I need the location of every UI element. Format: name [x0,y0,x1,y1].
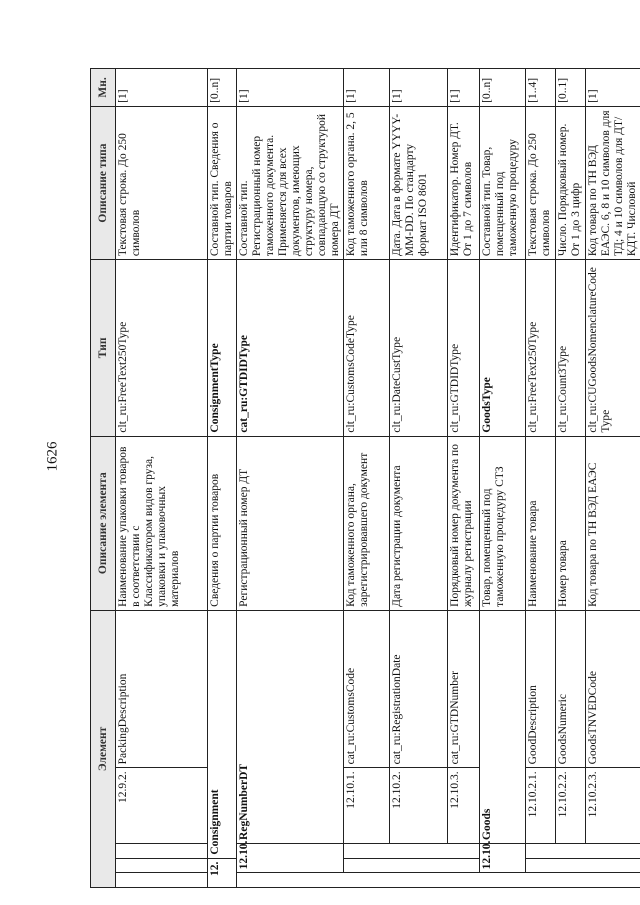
table-row [556,69,586,888]
row-type-description: Код товара по ТН ВЭД ЕАЭС. 6, 8 и 10 символов для ТД; 4 и 10 символов для ДТ/КДТ. Числовой [586,106,640,259]
row-type: clt_ru:FreeText250Type [526,260,556,436]
table-row [390,69,448,888]
header-description: Описание элемента [91,436,116,610]
row-number: 12.9.2. [116,768,208,844]
row-multiplicity: [1] [586,69,640,107]
row-type: clt_ru:Count3Type [556,260,586,436]
row-type-description: Код таможенного органа. 2, 5 или 8 символов [344,106,390,259]
header-type: Тип [91,260,116,436]
row-description: Товар, помещенный под таможенную процедуру СТЗ [480,436,526,610]
row-type-description: Составной тип. Регистрационный номер таможенного документа. Применяется для всех документов, имеющих структуру номера, совпадающую со структурой номера ДТ [237,106,344,259]
table-row [526,69,556,888]
row-type-description: Дата. Дата в формате YYYY-MM-DD. По стандарту формат ISO 8601 [390,106,448,259]
row-multiplicity: [0..n] [208,69,237,107]
row-number: 12.10. [237,843,344,872]
row-element-name: GoodsTNVEDCode [586,610,640,768]
row-multiplicity: [1] [448,69,480,107]
row-type: ConsignmentType [208,260,237,436]
row-number: 12.10.2.1. [526,768,556,844]
row-multiplicity: [1] [344,69,390,107]
table-row [586,69,640,888]
table-row [448,69,480,888]
row-type: clt_ru:DateCustType [390,260,448,436]
row-type-description: Составной тип. Сведения о партии товаров [208,106,237,259]
row-element-name: cat_ru:CustomsCode [344,610,390,768]
schema-table [90,68,640,888]
row-type: clt_ru:GTDIDType [448,260,480,436]
row-type-description: Текстовая строка. До 250 символов [526,106,556,259]
table-row [116,69,208,888]
row-description: Номер товара [556,436,586,610]
row-element-name: RegNumberDT [237,610,344,843]
header-multiplicity: Мн. [91,69,116,107]
row-element-name: cat_ru:RegistrationDate [390,610,448,768]
row-multiplicity: [0..1] [556,69,586,107]
row-multiplicity: [0..n] [480,69,526,107]
row-element-name: GoodDescription [526,610,556,768]
row-description: Порядковый номер документа по журналу регистрации [448,436,480,610]
row-number: 12.10.3. [448,768,480,844]
table-row [237,69,344,888]
row-type-description: Идентификатор. Номер ДТ. От 1 до 7 символов [448,106,480,259]
rotated-table-container [90,68,638,888]
row-type: GoodsType [480,260,526,436]
row-type: clt_ru:CustomsCodeType [344,260,390,436]
header-row [91,69,116,888]
row-type-description: Число. Порядковый номер. От 1 до 3 цифр [556,106,586,259]
row-number: 12.10.2.2. [556,768,586,844]
row-multiplicity: [1..4] [526,69,556,107]
row-number: 12. [208,858,237,887]
row-number: 12.10.2.3. [586,768,640,844]
row-element-name: cat_ru:GTDNumber [448,610,480,768]
row-type: clt_ru:CUGoodsNomenclatureCodeType [586,260,640,436]
row-element-name: Consignment [208,610,237,858]
row-number: 12.10.2. [390,768,448,844]
row-element-name: Goods [480,610,526,843]
row-description: Код товара по ТН ВЭД ЕАЭС [586,436,640,610]
row-description: Наименование товара [526,436,556,610]
page-number: 1626 [44,441,61,472]
row-type: cat_ru:GTDIDType [237,260,344,436]
row-number: 12.10. [480,843,526,872]
row-type-description: Текстовая строка. До 250 символов [116,106,208,259]
row-description: Дата регистрации документа [390,436,448,610]
row-element-name: PackingDescription [116,610,208,768]
row-description: Наименование упаковки товаров в соответствии с Классификатором видов груза, упаковки и упаковочных материалов [116,436,208,610]
row-element-name: GoodsNumeric [556,610,586,768]
row-multiplicity: [1] [390,69,448,107]
row-multiplicity: [1] [116,69,208,107]
row-type: clt_ru:FreeText250Type [116,260,208,436]
row-type-description: Составной тип. Товар, помещенный под таможенную процедуру [480,106,526,259]
row-number: 12.10.1. [344,768,390,844]
table-row [208,69,237,888]
header-type-description: Описание типа [91,106,116,259]
table-row [480,69,526,888]
header-element: Элемент [91,610,116,887]
row-multiplicity: [1] [237,69,344,107]
row-description: Сведения о партии товаров [208,436,237,610]
row-description: Код таможенного органа, зарегистрировавшего документ [344,436,390,610]
table-row [344,69,390,888]
row-description: Регистрационный номер ДТ [237,436,344,610]
